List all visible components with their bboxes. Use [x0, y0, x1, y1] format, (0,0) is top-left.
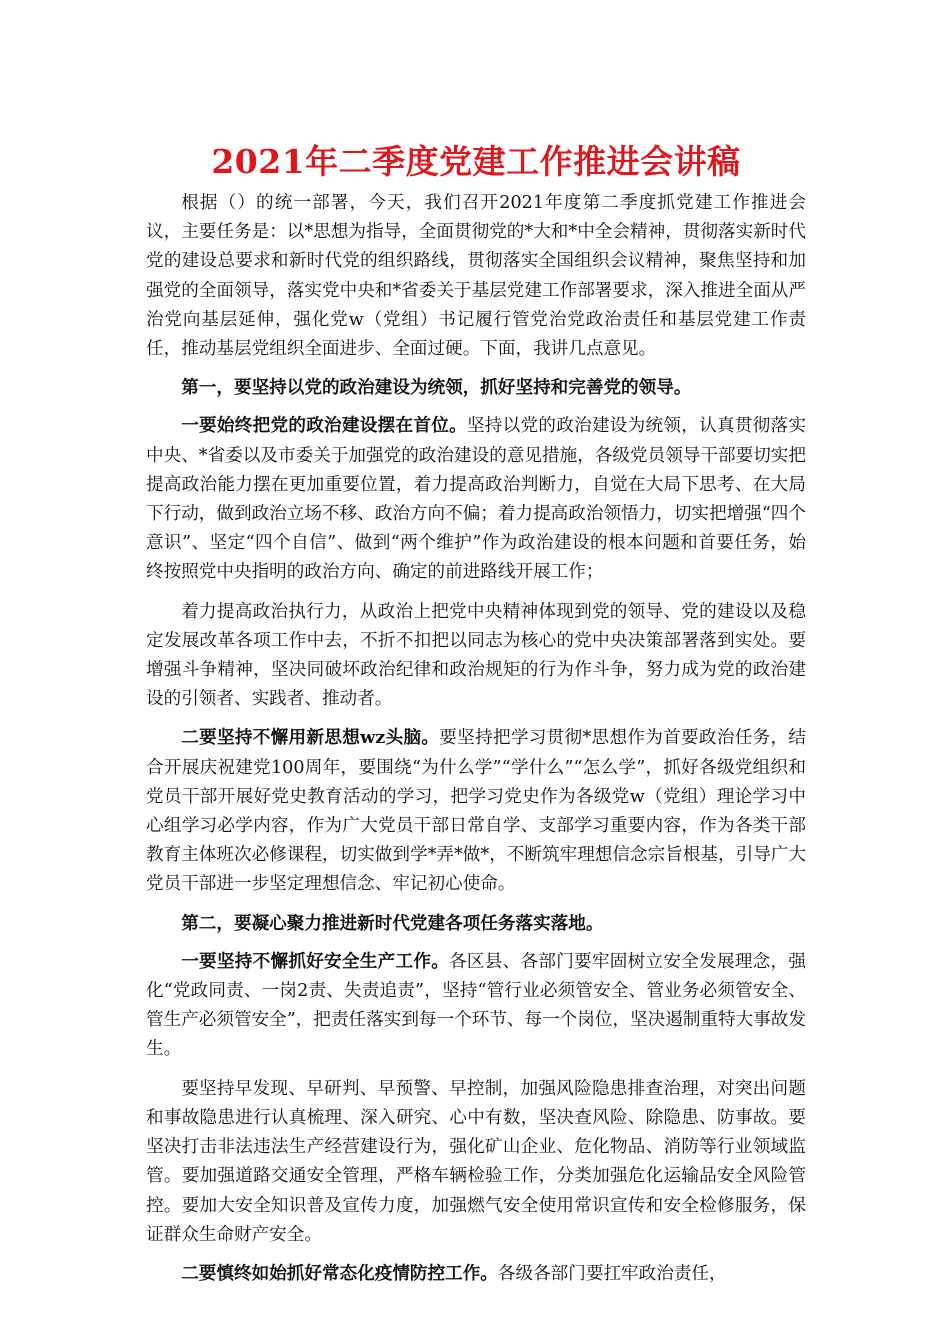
paragraph-new-thought	[146, 723, 806, 899]
section-heading-text: 第一，要坚持以党的政治建设为统领，抓好坚持和完善党的领导。	[181, 377, 692, 399]
paragraph-political-priority	[146, 411, 806, 587]
paragraph-intro	[146, 188, 806, 364]
paragraph-political-execution	[146, 597, 806, 715]
paragraph-text: 要坚持把学习贯彻*思想作为首要政治任务，结合开展庆祝建党100周年，要围绕“为什么学”“学什么”“怎么学”，抓好各级党组织和党员干部开展好党史教育活动的学习，把学习党史作为各级党w（党组）理论学习中心组学习必学内容，作为广大党员干部日常自学、支部学习重要内容，作为各类干部教育主体班次必修课程，切实做到学*弄*做*，不断筑牢理想信念宗旨根基，引导广大党员干部进一步坚定理想信念、牢记初心使命。	[146, 728, 806, 895]
paragraph-lead: 二要坚持不懈用新思想wz头脑。	[181, 727, 440, 749]
paragraph-lead: 一要坚持不懈抓好安全生产工作。	[181, 950, 450, 972]
paragraph-risk-control	[146, 1074, 806, 1250]
paragraph-text: 要坚持早发现、早研判、早预警、早控制，加强风险隐患排查治理，对突出问题和事故隐患进行认真梳理、深入研究、心中有数，坚决查风险、除隐患、防事故。要坚决打击非法违法生产经营建设行为，强化矿山企业、危化物品、消防等行业领域监管。要加强道路交通安全管理，严格车辆检验工作，分类加强危化运输品安全风险管控。要加大安全知识普及宣传力度，加强燃气安全使用常识宣传和安全检修服务，保证群众生命财产安全。	[146, 1078, 806, 1245]
paragraph-text: 着力提高政治执行力，从政治上把党中央精神体现到党的领导、党的建设以及稳定发展改革各项工作中去，不折不扣把以同志为核心的党中央决策部署落到实处。要增强斗争精神，坚决同破坏政治纪律和政治规矩的行为作斗争，努力成为党的政治建设的引领者、实践者、推动者。	[146, 601, 806, 710]
document-title: 2021年二季度党建工作推进会讲稿	[211, 142, 741, 181]
paragraph-text: 根据（）的统一部署，今天，我们召开2021年度第二季度抓党建工作推进会议，主要任务是：以*思想为指导，全面贯彻党的*大和*中全会精神，贯彻落实新时代党的建设总要求和新时代党的组织路线，贯彻落实全国组织会议精神，聚焦坚持和加强党的全面领导，落实党中央和*省委关于基层党建工作部署要求，深入推进全面从严治党向基层延伸，强化党w（党组）书记履行管党治党政治责任和基层党建工作责任，推动基层党组织全面进步、全面过硬。下面，我讲几点意见。	[146, 193, 806, 360]
paragraph-text: 坚持以党的政治建设为统领，认真贯彻落实中央、*省委以及市委关于加强党的政治建设的意见措施，各级党员领导干部要切实把提高政治能力摆在更加重要位置，着力提高政治判断力，自觉在大局下思考、在大局下行动，做到政治立场不移、政治方向不偏；着力提高政治领悟力，切实把增强“四个意识”、坚定“四个自信”、做到“两个维护”作为政治建设的根本问题和首要任务，始终按照党中央指明的政治方向、确定的前进路线开展工作；	[146, 416, 806, 583]
section-heading-first	[146, 373, 806, 402]
section-heading-second	[146, 909, 806, 938]
paragraph-lead: 一要始终把党的政治建设摆在首位。	[181, 415, 467, 437]
paragraph-text: 各区县、各部门要牢固树立安全发展理念，强化“党政同责、一岗2责、失责追责”，坚持“管行业必须管安全、管业务必须管安全、管生产必须管安全”，把责任落实到每一个环节、每一个岗位，坚决遏制重特大事故发生。	[146, 951, 806, 1060]
paragraph-text: 各级各部门要扛牢政治责任，	[497, 1263, 727, 1284]
paragraph-lead: 二要慎终如始抓好常态化疫情防控工作。	[181, 1262, 498, 1284]
document-page	[146, 140, 806, 1298]
paragraph-epidemic-control	[146, 1259, 806, 1289]
section-heading-text: 第二，要凝心聚力推进新时代党建各项任务落实落地。	[181, 912, 604, 934]
paragraph-safety-production	[146, 947, 806, 1065]
